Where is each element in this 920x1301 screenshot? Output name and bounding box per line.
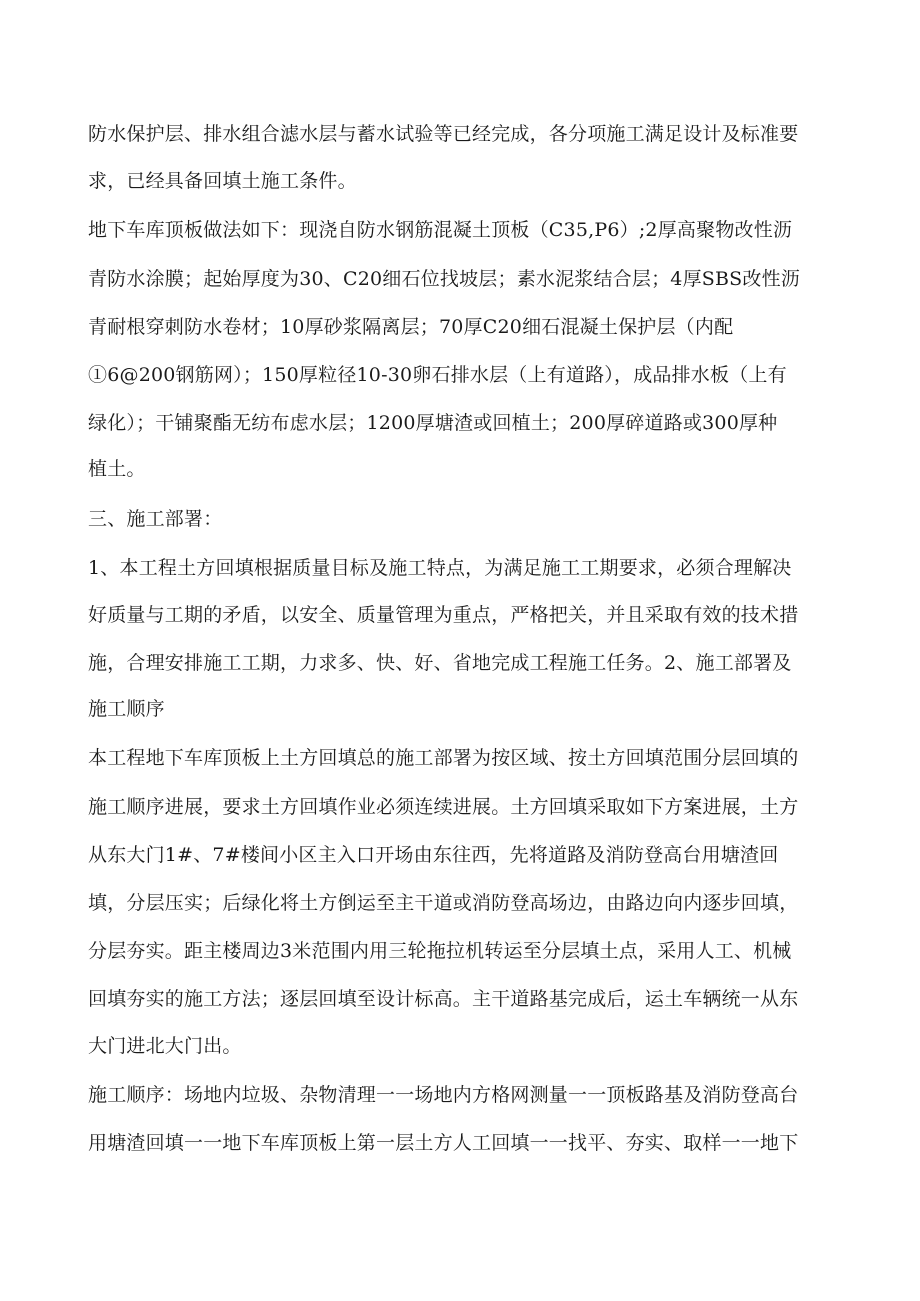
text-line: 植土。	[88, 458, 146, 480]
text-line: 施工顺序	[88, 698, 165, 720]
text-line: 分层夯实。距主楼周边3米范围内用三轮拖拉机转运至分层填土点，采用人工、机械	[88, 940, 792, 962]
section-heading: 三、施工部署：	[88, 508, 223, 530]
text-line: 1、本工程土方回填根据质量目标及施工特点，为满足施工工期要求，必须合理解决	[88, 557, 792, 579]
text-line: 大门进北大门出。	[88, 1035, 242, 1057]
text-line: 从东大门1#、7#楼间小区主入口开场由东往西，先将道路及消防登高台用塘渣回	[88, 844, 779, 866]
text-line: 用塘渣回填一一地下车库顶板上第一层土方人工回填一一找平、夯实、取样一一地下	[88, 1132, 799, 1154]
text-line: 本工程地下车库顶板上土方回填总的施工部署为按区域、按土方回填范围分层回填的	[88, 747, 799, 769]
text-line: 施工顺序进展，要求土方回填作业必须连续进展。土方回填采取如下方案进展，土方	[88, 796, 799, 818]
text-line: 好质量与工期的矛盾，以安全、质量管理为重点，严格把关，并且采取有效的技术措	[88, 604, 799, 626]
text-line: 求，已经具备回填土施工条件。	[88, 170, 357, 192]
text-line: 地下车库顶板做法如下：现浇自防水钢筋混凝土顶板（C35,P6）;2厚高聚物改性沥	[88, 219, 793, 241]
text-line: 防水保护层、排水组合滤水层与蓄水试验等已经完成，各分项施工满足设计及标准要	[88, 123, 799, 145]
text-line: 填，分层压实；后绿化将土方倒运至主干道或消防登高场边，由路边向内逐步回填，	[88, 892, 799, 914]
text-line: 施工顺序：场地内垃圾、杂物清理一一场地内方格网测量一一顶板路基及消防登高台	[88, 1084, 799, 1106]
text-line: 青防水涂膜；起始厚度为30、C20细石位找坡层；素水泥浆结合层；4厚SBS改性沥	[88, 268, 800, 290]
text-line: 施，合理安排施工工期，力求多、快、好、省地完成工程施工任务。2、施工部署及	[88, 652, 792, 674]
text-line: ①6@200钢筋网）；150厚粒径10-30卵石排水层（上有道路），成品排水板（上有	[88, 364, 787, 386]
text-line: 青耐根穿刺防水卷材；10厚砂浆隔离层；70厚C20细石混凝土保护层（内配	[88, 316, 734, 338]
text-line: 回填夯实的施工方法；逐层回填至设计标高。主干道路基完成后，运土车辆统一从东	[88, 988, 799, 1010]
text-line: 绿化）；干铺聚酯无纺布虑水层；1200厚塘渣或回植土；200厚碎道路或300厚种	[88, 412, 778, 434]
